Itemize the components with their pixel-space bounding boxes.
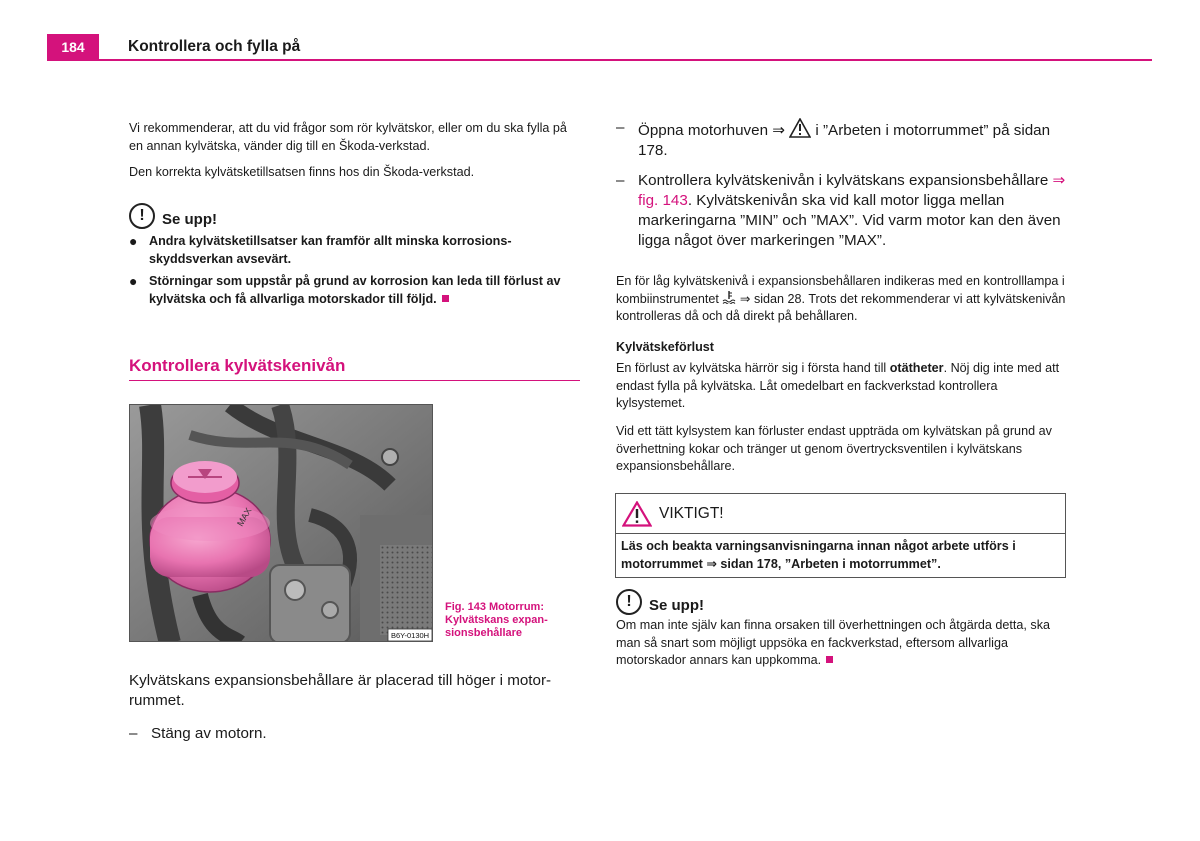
important-body: Läs och beakta varningsanvisningarna innan något arbete utförs i motorrummet ⇒ sidan 178, ”Arbeten i motorrummet”. bbox=[616, 533, 1065, 577]
header-rule bbox=[47, 59, 1152, 61]
step-text: Stäng av motorn. bbox=[151, 725, 267, 742]
section-heading: Kontrollera kylvätskenivån bbox=[129, 356, 580, 381]
bullet-icon: ● bbox=[129, 233, 138, 249]
caution-block bbox=[129, 203, 581, 308]
caution-bullet bbox=[129, 233, 581, 268]
info-text: En för låg kylvätskenivå i expansionsbehållaren indikeras med en kontrolllampa i kombiinstrumentet bbox=[616, 274, 1065, 306]
engine-coolant-figure bbox=[129, 404, 433, 642]
loss-text-bold: otätheter bbox=[889, 361, 944, 375]
step-text-cont: i ”Arbeten i motorrummet” på sidan 178. bbox=[638, 122, 1051, 159]
bullet-icon: ● bbox=[129, 273, 138, 289]
caution-block bbox=[616, 589, 1068, 670]
subheading: Kylvätskeförlust bbox=[616, 340, 714, 354]
page-number: 184 bbox=[47, 34, 99, 61]
step-text-cont: . Kylvätskenivån ska vid kall motor ligga mellan markeringarna ”MIN” och ”MAX”. Vid varm motor kan den även ligga något över markeringen ”MAX”. bbox=[638, 192, 1061, 249]
info-paragraph bbox=[616, 273, 1068, 326]
step-item bbox=[129, 724, 579, 744]
step-item bbox=[616, 118, 1068, 161]
end-mark-icon bbox=[826, 656, 833, 663]
caution-bullet-text-2: Störningar som uppstår på grund av korrosion kan leda till förlust av kylvätska och få allvarliga motorskador till följd. bbox=[149, 274, 561, 306]
important-box bbox=[615, 493, 1066, 578]
page-title: Kontrollera och fylla på bbox=[128, 38, 301, 55]
coolant-warning-icon bbox=[722, 291, 736, 304]
loss-paragraph bbox=[616, 360, 1068, 413]
caution-body-text: Om man inte själv kan finna orsaken till överhettningen och åtgärda detta, ska man så snart som möjligt uppsöka en fackverkstad, eftersom allvarliga motorskador annars kan uppkomma. bbox=[616, 618, 1051, 667]
caution-body bbox=[616, 617, 1068, 670]
caution-heading bbox=[129, 203, 581, 229]
step-text: Kontrollera kylvätskenivån i kylvätskans expansionsbehållare bbox=[638, 172, 1053, 189]
step-item bbox=[616, 171, 1068, 251]
figure-caption: Fig. 143 Motorrum: Kylvätskans expansionsbehållare bbox=[445, 601, 548, 639]
intro-paragraph-2: Den korrekta kylvätsketillsatsen finns hos din Škoda-verkstad. bbox=[129, 165, 475, 179]
end-mark-icon bbox=[442, 295, 449, 302]
large-paragraph: Kylvätskans expansionsbehållare är placerad till höger i motorrummet. bbox=[129, 672, 552, 709]
info-text-cont: ⇒ sidan 28. Trots det rekommenderar vi att kylvätskenivån kontrolleras då och då direkt på behållaren. bbox=[616, 291, 1066, 323]
intro-paragraph-1: Vi rekommenderar, att du vid frågor som rör kylvätskor, eller om du ska fylla på en annan kylvätska, vänder dig till en Škoda-verkstad. bbox=[129, 121, 567, 153]
loss-text: En förlust av kylvätska härrör sig i första hand till bbox=[616, 361, 890, 375]
warning-triangle-icon bbox=[622, 501, 652, 527]
step-text: Öppna motorhuven ⇒ bbox=[638, 122, 790, 139]
caution-heading bbox=[616, 589, 1068, 615]
figure-link[interactable]: ⇒ fig. 143 bbox=[638, 172, 1066, 209]
dash-icon: – bbox=[616, 119, 625, 136]
loss-text-cont: . Nöj dig inte med att endast fylla på kylvätska. Låt omedelbart en fackverkstad kontrollera kylsystemet. bbox=[616, 361, 1060, 410]
max-marking: MAX bbox=[235, 506, 254, 528]
exclamation-circle-icon: ! bbox=[129, 203, 155, 229]
caution-bullet-text-1: Andra kylvätsketillsatser kan framför allt minska korrosionsskyddsverkan avsevärt. bbox=[149, 234, 512, 266]
caution-title: Se upp! bbox=[162, 210, 217, 228]
dash-icon: – bbox=[129, 725, 138, 742]
overheat-paragraph: Vid ett tätt kylsystem kan förluster endast uppträda om kylvätskan på grund av överhettning kokar och tränger ut genom övertrycksventilen i kylvätskans expansionsbehållare. bbox=[616, 424, 1052, 473]
figure-code: B6Y-0130H bbox=[391, 631, 430, 640]
caution-bullet bbox=[129, 273, 581, 308]
important-title: VIKTIGT! bbox=[659, 505, 724, 522]
warning-triangle-icon bbox=[789, 118, 811, 138]
important-heading bbox=[616, 494, 1065, 533]
exclamation-circle-icon: ! bbox=[616, 589, 642, 615]
caution-title: Se upp! bbox=[649, 596, 704, 614]
dash-icon: – bbox=[616, 172, 625, 189]
